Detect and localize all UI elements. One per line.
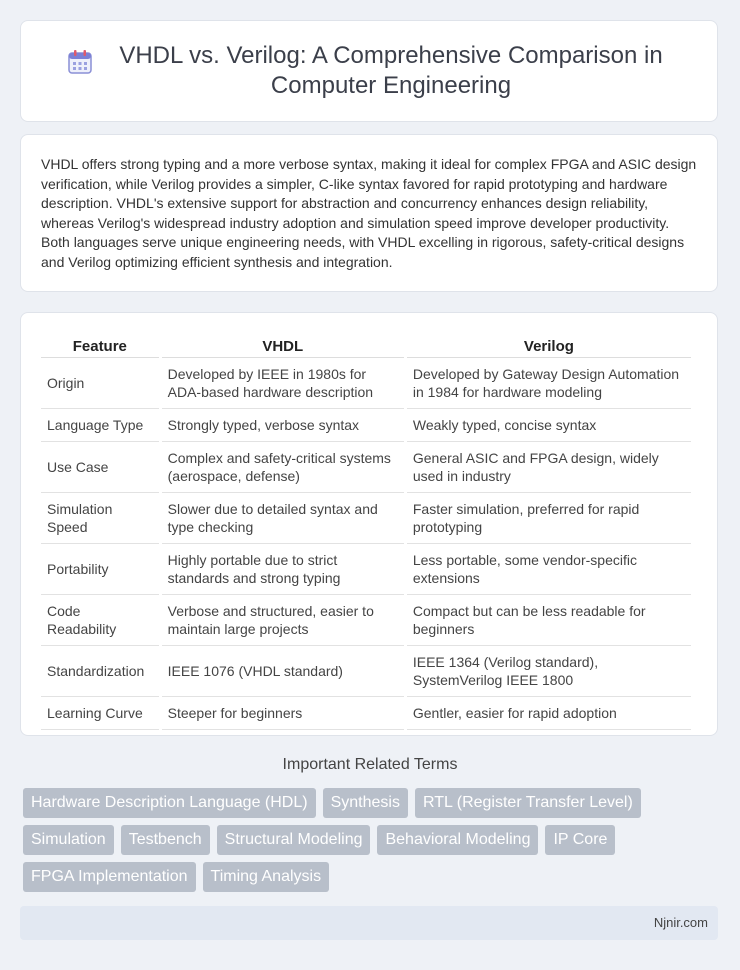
table-row xyxy=(41,544,691,595)
vhdl-cell: Highly portable due to strict standards and strong typing xyxy=(162,544,404,595)
feature-cell: Code Readability xyxy=(41,595,159,646)
feature-cell: Simulation Speed xyxy=(41,493,159,544)
feature-cell: Standardization xyxy=(41,646,159,697)
verilog-cell: Compact but can be less readable for beginners xyxy=(407,595,691,646)
vhdl-cell: Strongly typed, verbose syntax xyxy=(162,409,404,442)
tag-structural-modeling[interactable]: Structural Modeling xyxy=(217,825,371,855)
table-row xyxy=(41,493,691,544)
tag-synthesis[interactable]: Synthesis xyxy=(323,788,408,818)
tag-ip-core[interactable]: IP Core xyxy=(545,825,615,855)
verilog-cell: Gentler, easier for rapid adoption xyxy=(407,697,691,730)
vhdl-cell: Complex and safety-critical systems (aerospace, defense) xyxy=(162,442,404,493)
tag-testbench[interactable]: Testbench xyxy=(121,825,210,855)
feature-cell: Portability xyxy=(41,544,159,595)
comparison-table-card xyxy=(20,312,718,736)
verilog-cell: IEEE 1364 (Verilog standard), SystemVerilog IEEE 1800 xyxy=(407,646,691,697)
verilog-cell: Less portable, some vendor-specific extensions xyxy=(407,544,691,595)
footer-site-link[interactable]: Njnir.com xyxy=(653,915,708,930)
verilog-cell: Faster simulation, preferred for rapid prototyping xyxy=(407,493,691,544)
footer xyxy=(20,906,718,940)
tag-row xyxy=(23,788,723,818)
vhdl-cell: IEEE 1076 (VHDL standard) xyxy=(162,646,404,697)
table-header-row xyxy=(41,335,691,358)
table-row xyxy=(41,409,691,442)
verilog-cell: Weakly typed, concise syntax xyxy=(407,409,691,442)
related-terms-heading: Important Related Terms xyxy=(282,756,458,773)
tag-fpga-implementation[interactable]: FPGA Implementation xyxy=(23,862,196,892)
header-verilog: Verilog xyxy=(407,335,691,358)
tag-rtl[interactable]: RTL (Register Transfer Level) xyxy=(415,788,641,818)
tag-simulation[interactable]: Simulation xyxy=(23,825,114,855)
summary-card xyxy=(20,134,718,292)
tag-row xyxy=(23,862,723,892)
summary-text: VHDL offers strong typing and a more verbose syntax, making it ideal for complex FPGA and ASIC design verification, while Verilog provides a simpler, C-like syntax favored for rapid prototyping and hardware description. VHDL's extensive support for abstraction and concurrency enhances design reliability, whereas Verilog's widespread industry adoption and simulation speed improve developer productivity. Both languages serve unique engineering needs, with VHDL excelling in rigorous, safety-critical designs and Verilog optimizing efficient synthesis and integration. xyxy=(41,156,697,270)
table-row xyxy=(41,358,691,409)
verilog-cell: Developed by Gateway Design Automation in 1984 for hardware modeling xyxy=(407,358,691,409)
header-feature: Feature xyxy=(41,335,159,358)
page-title: VHDL vs. Verilog: A Comprehensive Comparison in Computer Engineering xyxy=(119,42,663,99)
vhdl-cell: Slower due to detailed syntax and type checking xyxy=(162,493,404,544)
table-row xyxy=(41,595,691,646)
feature-cell: Learning Curve xyxy=(41,697,159,730)
vhdl-cell: Steeper for beginners xyxy=(162,697,404,730)
vhdl-cell: Verbose and structured, easier to maintain large projects xyxy=(162,595,404,646)
feature-cell: Origin xyxy=(41,358,159,409)
comparison-table xyxy=(38,335,694,730)
table-row xyxy=(41,646,691,697)
header-vhdl: VHDL xyxy=(162,335,404,358)
title-card xyxy=(20,20,718,122)
verilog-cell: General ASIC and FPGA design, widely used in industry xyxy=(407,442,691,493)
related-terms-list xyxy=(23,788,723,899)
table-row xyxy=(41,442,691,493)
tag-row xyxy=(23,825,723,855)
feature-cell: Use Case xyxy=(41,442,159,493)
tag-hdl[interactable]: Hardware Description Language (HDL) xyxy=(23,788,316,818)
calendar-icon xyxy=(67,49,93,75)
table-row xyxy=(41,697,691,730)
tag-timing-analysis[interactable]: Timing Analysis xyxy=(203,862,330,892)
feature-cell: Language Type xyxy=(41,409,159,442)
vhdl-cell: Developed by IEEE in 1980s for ADA-based hardware description xyxy=(162,358,404,409)
tag-behavioral-modeling[interactable]: Behavioral Modeling xyxy=(377,825,538,855)
